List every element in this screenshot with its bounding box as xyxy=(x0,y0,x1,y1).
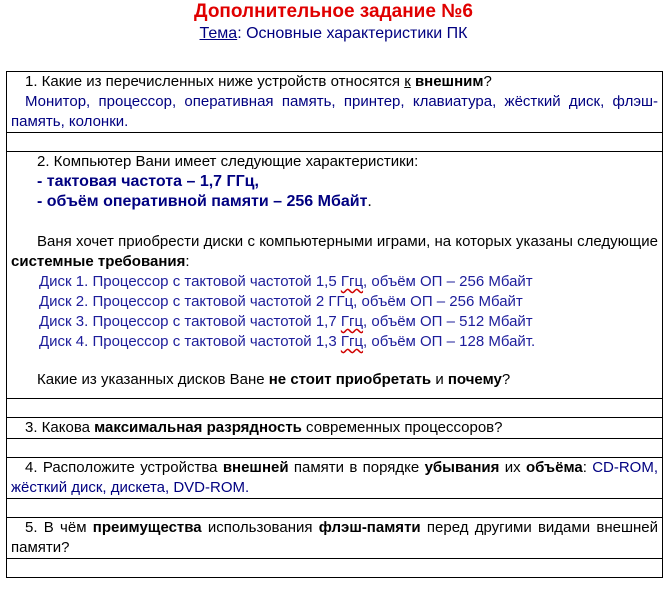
q4-colon: : xyxy=(582,459,593,476)
question-3-row xyxy=(7,418,663,439)
q5-keyword-2: флэш-памяти xyxy=(318,519,421,536)
q5-text-end: перед другими видами внешней памяти? xyxy=(11,519,658,556)
q2-spec-memory xyxy=(11,192,658,212)
disk-1-memory: , объём ОП – 256 Мбайт xyxy=(363,273,533,290)
question-5-row xyxy=(7,518,663,559)
q2-question-keyword-2: почему xyxy=(447,371,502,388)
disk-3-text: Диск 3. Процессор с тактовой частотой 1,7 xyxy=(39,313,341,330)
disk-1-text: Диск 1. Процессор с тактовой частотой 1,5 xyxy=(39,273,341,290)
subtitle-label: Тема xyxy=(199,25,238,42)
disk-2 xyxy=(39,292,658,312)
spacer-cell xyxy=(7,439,663,458)
q2-question-start: Какие из указанных дисков Ване xyxy=(37,371,269,388)
q2-spec-memory-text: - объём оперативной памяти – 256 Мбайт xyxy=(37,193,368,210)
disk-1-unit: Ггц xyxy=(340,273,364,290)
question-1-cell xyxy=(7,72,663,133)
question-5-text xyxy=(11,518,658,558)
q3-keyword: максимальная разрядность xyxy=(94,419,302,436)
question-4-cell xyxy=(7,458,663,499)
q2-question xyxy=(11,370,658,390)
question-2-cell xyxy=(7,152,663,399)
q4-text-mid-2: их xyxy=(499,459,526,476)
disk-list xyxy=(11,272,658,352)
disk-4-text: Диск 4. Процессор с тактовой частотой 1,3 xyxy=(39,333,341,350)
question-1-answers: Монитор, процессор, оперативная память, принтер, клавиатура, жёсткий диск, флэш-память, колонки. xyxy=(11,93,658,130)
q5-text-mid: использования xyxy=(201,519,319,536)
q4-keyword-1: внешней xyxy=(222,459,289,476)
tasks-table xyxy=(6,71,663,578)
question-1-row xyxy=(7,72,663,133)
question-5-cell xyxy=(7,518,663,559)
disk-3-unit: Ггц xyxy=(340,313,364,330)
q2-para-colon: : xyxy=(185,253,190,270)
disk-3 xyxy=(39,312,658,332)
q4-text-mid: памяти в порядке xyxy=(288,459,425,476)
q1-text-start: 1. Какие из перечисленных ниже устройств относятся xyxy=(25,73,405,90)
spacer-row xyxy=(7,399,663,418)
q1-preposition: к xyxy=(404,73,411,90)
page-subtitle xyxy=(0,24,667,44)
disk-3-memory: , объём ОП – 512 Мбайт xyxy=(363,313,533,330)
question-4-text xyxy=(11,458,658,498)
subtitle-topic: : Основные характеристики ПК xyxy=(237,25,468,42)
q2-requirements-text xyxy=(11,232,658,272)
disk-2-text: Диск 2. Процессор с тактовой частотой 2 ГГц, объём ОП – 256 Мбайт xyxy=(39,293,523,310)
spacer-cell xyxy=(7,499,663,518)
question-3-cell xyxy=(7,418,663,439)
q3-text-start: 3. Какова xyxy=(25,419,95,436)
spacer-cell xyxy=(7,399,663,418)
disk-4 xyxy=(39,332,658,352)
disk-1 xyxy=(39,272,658,292)
q2-question-and: и xyxy=(431,371,448,388)
q3-text-end: современных процессоров? xyxy=(301,419,503,436)
question-4-row xyxy=(7,458,663,499)
spacer-row xyxy=(7,439,663,458)
q1-qmark: ? xyxy=(483,73,492,90)
page-title: Дополнительное задание №6 xyxy=(194,1,473,22)
q4-keyword-3: объёма xyxy=(525,459,583,476)
spacer-cell xyxy=(7,133,663,152)
q1-keyword: внешним xyxy=(414,73,484,90)
q4-keyword-2: убывания xyxy=(424,459,500,476)
q2-para-keyword: системные требования xyxy=(11,253,186,270)
q4-text-start: 4. Расположите устройства xyxy=(25,459,223,476)
q5-keyword-1: преимущества xyxy=(92,519,202,536)
question-3-text xyxy=(11,418,658,438)
q2-question-keyword-1: не стоит приобретать xyxy=(268,371,432,388)
spacer-cell xyxy=(7,559,663,578)
disk-4-memory: , объём ОП – 128 Мбайт. xyxy=(363,333,536,350)
q2-spec-frequency: - тактовая частота – 1,7 ГГц, xyxy=(37,173,259,190)
disk-4-unit: Ггц xyxy=(340,333,364,350)
q2-question-qmark: ? xyxy=(501,371,511,388)
q5-text-start: 5. В чём xyxy=(25,519,93,536)
question-2-row xyxy=(7,152,663,399)
q2-gap-1 xyxy=(11,212,658,232)
q2-para-text: Ваня хочет приобрести диски с компьютерными играми, на которых указаны следующие xyxy=(37,233,658,250)
spacer-row xyxy=(7,499,663,518)
q4-device-list: CD-ROM, жёсткий диск, дискета, DVD-ROM. xyxy=(11,459,659,496)
spacer-row xyxy=(7,133,663,152)
q2-spec-memory-dot: . xyxy=(367,193,372,210)
spacer-row xyxy=(7,559,663,578)
question-2-intro: 2. Компьютер Вани имеет следующие характеристики: xyxy=(37,153,419,170)
question-1-text xyxy=(11,72,658,92)
q2-gap-2 xyxy=(11,352,658,370)
